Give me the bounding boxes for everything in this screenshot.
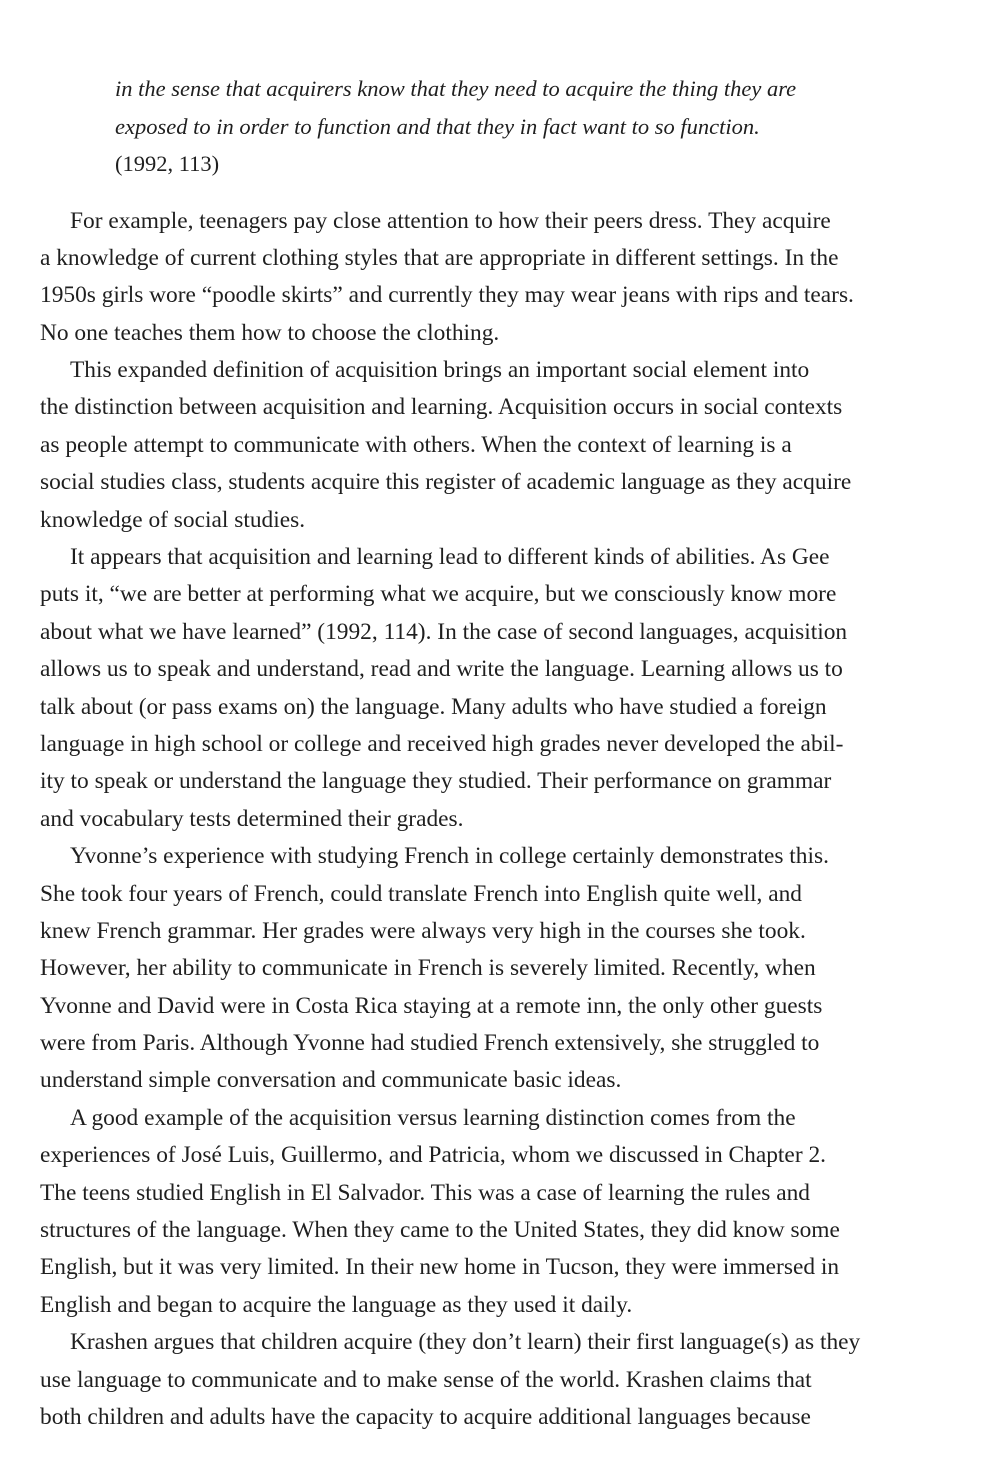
text-line: and vocabulary tests determined their grades.: [40, 805, 464, 832]
text-line: talk about (or pass exams on) the language. Many adults who have studied a foreign: [40, 693, 827, 720]
text-line: A good example of the acquisition versus learning distinction comes from the: [70, 1104, 796, 1131]
text-line: This expanded definition of acquisition brings an important social element into: [70, 357, 810, 384]
text-line: the distinction between acquisition and learning. Acquisition occurs in social contexts: [40, 394, 843, 421]
book-page: [40, 70, 944, 1436]
paragraph: [40, 352, 944, 539]
text-line: She took four years of French, could translate French into English quite well, and: [40, 880, 802, 907]
paragraph: [40, 539, 944, 838]
body-text: [40, 203, 944, 1437]
text-line: No one teaches them how to choose the clothing.: [40, 319, 500, 346]
text-line: were from Paris. Although Yvonne had studied French extensively, she struggled to: [40, 1030, 820, 1057]
paragraph: [40, 838, 944, 1100]
text-line: It appears that acquisition and learning lead to different kinds of abilities. As Gee: [70, 544, 830, 571]
paragraph: [40, 203, 944, 353]
paragraph: [40, 1324, 944, 1436]
text-line: experiences of José Luis, Guillermo, and Patricia, whom we discussed in Chapter 2.: [40, 1142, 826, 1169]
text-line: use language to communicate and to make sense of the world. Krashen claims that: [40, 1366, 812, 1393]
text-line: as people attempt to communicate with others. When the context of learning is a: [40, 431, 792, 458]
text-line: English and began to acquire the language as they used it daily.: [40, 1291, 633, 1318]
text-line: both children and adults have the capacity to acquire additional languages because: [40, 1404, 811, 1430]
quote-citation: (1992, 113): [115, 151, 220, 176]
quote-line: exposed to in order to function and that they in fact want to so function.: [115, 113, 760, 139]
text-line: Krashen argues that children acquire (they don’t learn) their first language(s) as they: [70, 1329, 861, 1356]
text-line: Yvonne and David were in Costa Rica staying at a remote inn, the only other guests: [40, 992, 823, 1019]
text-line: English, but it was very limited. In their new home in Tucson, they were immersed in: [40, 1254, 840, 1281]
text-line: ity to speak or understand the language they studied. Their performance on grammar: [40, 768, 832, 795]
paragraph: [40, 1100, 944, 1324]
text-line: However, her ability to communicate in French is severely limited. Recently, when: [40, 955, 816, 982]
text-line: understand simple conversation and communicate basic ideas.: [40, 1067, 622, 1094]
text-line: puts it, “we are better at performing what we acquire, but we consciously know more: [40, 581, 837, 608]
text-line: structures of the language. When they came to the United States, they did know some: [40, 1217, 840, 1244]
text-line: 1950s girls wore “poodle skirts” and currently they may wear jeans with rips and tears.: [40, 282, 854, 309]
quote-line: in the sense that acquirers know that they need to acquire the thing they are: [115, 76, 797, 101]
text-line: language in high school or college and received high grades never developed the abil-: [40, 730, 844, 757]
text-line: knowledge of social studies.: [40, 506, 306, 533]
text-line: a knowledge of current clothing styles that are appropriate in different settings. In the: [40, 244, 839, 271]
text-line: allows us to speak and understand, read and write the language. Learning allows us to: [40, 656, 843, 683]
text-line: social studies class, students acquire this register of academic language as they acquire: [40, 469, 852, 496]
text-line: about what we have learned” (1992, 114). In the case of second languages, acquisition: [40, 618, 848, 645]
text-line: The teens studied English in El Salvador. This was a case of learning the rules and: [40, 1179, 810, 1206]
block-quote: [115, 70, 875, 183]
text-line: Yvonne’s experience with studying French in college certainly demonstrates this.: [70, 843, 829, 870]
text-line: For example, teenagers pay close attention to how their peers dress. They acquire: [70, 207, 831, 234]
text-line: knew French grammar. Her grades were always very high in the courses she took.: [40, 917, 806, 944]
